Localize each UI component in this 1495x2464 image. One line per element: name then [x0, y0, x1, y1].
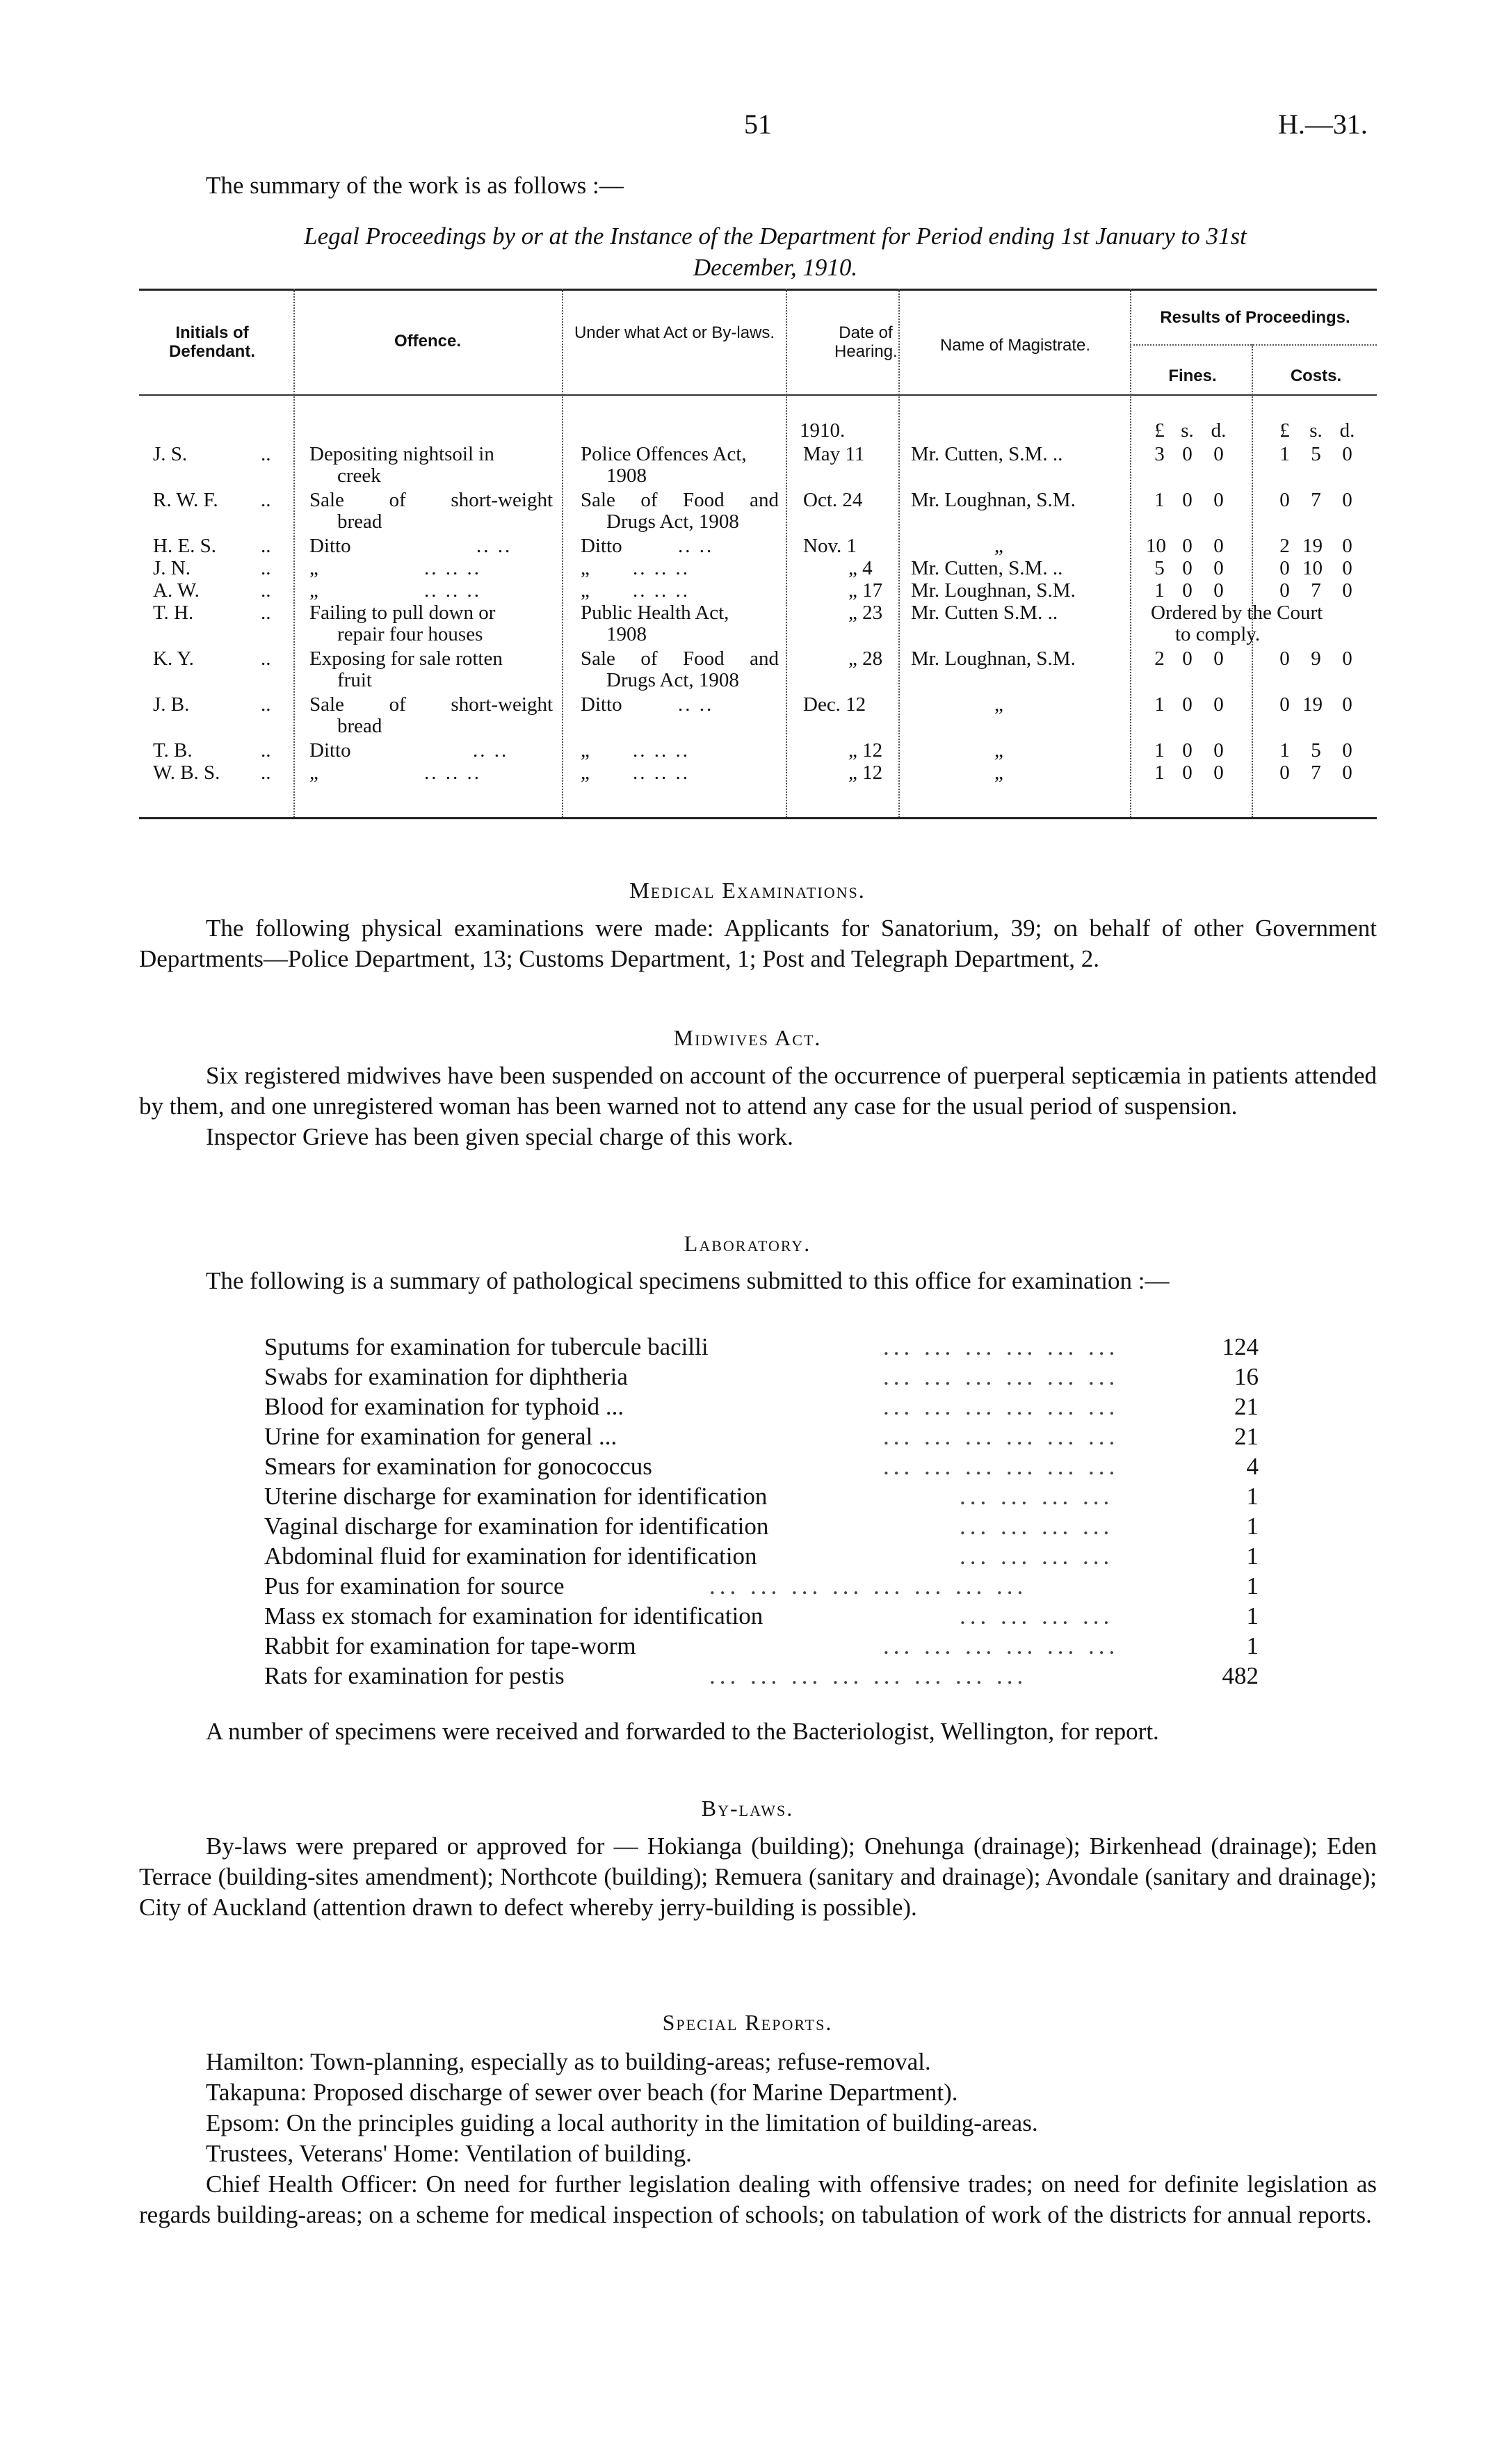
cost-pounds: 0: [1279, 557, 1290, 579]
date-cell: „ 4: [848, 557, 873, 579]
laboratory-intro-paragraph: The following is a summary of pathological specimens submitted to this office for examination :—: [206, 1267, 1170, 1294]
list-item: [264, 1392, 1259, 1422]
initials-dots: ..: [261, 579, 271, 602]
act-dots: .. .. ..: [633, 762, 690, 784]
offence-dots: .. ..: [473, 739, 509, 762]
fine-shillings: 0: [1182, 579, 1193, 602]
special-report-text: Town-planning, especially as to building-areas; refuse-removal.: [310, 2048, 931, 2075]
medical-heading: Medical Examinations.: [629, 878, 866, 903]
magistrate-cell: „: [994, 762, 1003, 784]
offence-cell-cont: fruit: [337, 669, 372, 691]
initials-dots: ..: [261, 693, 271, 716]
initials-cell: R. W. F.: [153, 489, 218, 511]
offence-cell: „: [309, 579, 318, 602]
offence-cell: Sale of short-weight: [309, 489, 553, 511]
cost-pounds: 2: [1279, 535, 1290, 557]
fine-pounds: 3: [1154, 443, 1165, 465]
cost-pence: 0: [1342, 535, 1352, 557]
date-cell: May 11: [803, 443, 865, 465]
special-report-text: On need for further legislation dealing with offensive trades; on need for definite legislation as regards building-areas; on a scheme for medical inspection of schools; on tabulation of work of the districts for annual reports.: [139, 2171, 1377, 2228]
ordered-note: Ordered by the Court: [1151, 602, 1323, 624]
specimen-name: Swabs for examination for diphtheria: [264, 1363, 628, 1390]
cost-shillings: 7: [1311, 762, 1321, 784]
fine-pounds: 10: [1146, 535, 1166, 557]
header-initials: Initials of Defendant.: [168, 323, 255, 361]
offence-cell-cont: creek: [337, 465, 381, 487]
cost-shillings: 7: [1311, 579, 1321, 602]
laboratory-footer-paragraph: A number of specimens were received and forwarded to the Bacteriologist, Wellington, for report.: [206, 1718, 1159, 1745]
pence-header-fines: d.: [1211, 419, 1227, 442]
cost-pounds: 0: [1279, 579, 1290, 602]
fine-pence: 0: [1213, 535, 1224, 557]
act-cell: „: [581, 557, 590, 579]
intro-text: The summary of the work is as follows :—: [206, 172, 624, 199]
specimen-count: 1: [1246, 1483, 1259, 1510]
offence-dots: .. .. ..: [424, 557, 481, 579]
fine-pounds: 5: [1154, 557, 1165, 579]
specimen-list: [264, 1332, 1259, 1691]
fine-shillings: 0: [1182, 489, 1193, 511]
fine-pence: 0: [1213, 647, 1224, 670]
specimen-name: Rabbit for examination for tape-worm: [264, 1632, 636, 1659]
leader-dots: ... ... ... ... ... ...: [883, 1393, 1120, 1420]
fine-shillings: 0: [1182, 535, 1193, 557]
magistrate-cell: Mr. Cutten, S.M. ..: [911, 443, 1063, 465]
specimen-name: Rats for examination for pestis: [264, 1662, 565, 1689]
initials-cell: J. B.: [153, 693, 190, 716]
fine-pounds: 2: [1154, 647, 1165, 670]
special-report-label: Hamilton:: [206, 2048, 305, 2075]
cost-pounds: 1: [1279, 739, 1290, 762]
initials-dots: ..: [261, 557, 271, 579]
table-caption-line2: December, 1910.: [693, 254, 858, 281]
header-results: Results of Proceedings.: [1160, 308, 1350, 327]
act-cell: Ditto: [581, 693, 622, 716]
specimen-name: Mass ex stomach for examination for identification: [264, 1602, 763, 1629]
fine-shillings: 0: [1182, 443, 1193, 465]
magistrate-cell: Mr. Loughnan, S.M.: [911, 489, 1076, 511]
specimen-count: 1: [1246, 1632, 1259, 1659]
act-cell-cont: Drugs Act, 1908: [606, 510, 739, 533]
shilling-header-fines: s.: [1181, 419, 1194, 442]
initials-cell: J. S.: [153, 443, 188, 465]
fine-shillings: 0: [1182, 557, 1193, 579]
magistrate-cell: „: [994, 739, 1003, 762]
special-report-label: Trustees, Veterans' Home:: [206, 2140, 460, 2167]
cost-shillings: 10: [1302, 557, 1323, 579]
list-item: [264, 1332, 1259, 1362]
special-report-text: On the principles guiding a local authority in the limitation of building-areas.: [286, 2109, 1038, 2136]
fine-pounds: 1: [1154, 579, 1165, 602]
header-offence: Offence.: [394, 332, 462, 351]
midwives-paragraph-2: Inspector Grieve has been given special charge of this work.: [206, 1123, 793, 1150]
cost-shillings: 19: [1302, 535, 1323, 557]
act-dots: .. ..: [678, 535, 714, 557]
initials-dots: ..: [261, 739, 271, 762]
cost-pence: 0: [1342, 579, 1352, 602]
list-item: [264, 1422, 1259, 1451]
fine-pounds: 1: [1154, 762, 1165, 784]
list-item: [264, 1571, 1259, 1601]
laboratory-intro: [139, 1266, 1377, 1296]
date-cell: Nov. 1: [803, 535, 857, 557]
list-item: [264, 1481, 1259, 1511]
special-report-label: Takapuna:: [206, 2079, 307, 2106]
fine-pence: 0: [1213, 489, 1224, 511]
act-cell-cont: 1908: [606, 623, 647, 645]
header-act: Under what Act or By-laws.: [574, 323, 775, 342]
legal-proceedings-table: [139, 289, 1377, 821]
pence-header-costs: d.: [1339, 419, 1355, 442]
date-cell: Dec. 12: [803, 693, 866, 716]
list-item: [264, 1541, 1259, 1571]
special-reports-list: [139, 2047, 1377, 2230]
header-costs: Costs.: [1290, 367, 1342, 385]
leader-dots: ... ... ... ... ... ...: [883, 1423, 1120, 1450]
cost-pence: 0: [1342, 443, 1352, 465]
offence-dots: .. ..: [476, 535, 512, 557]
initials-cell: W. B. S.: [153, 762, 220, 784]
fine-shillings: 0: [1182, 693, 1193, 716]
act-dots: .. .. ..: [633, 557, 690, 579]
magistrate-cell: Mr. Loughnan, S.M.: [911, 647, 1076, 670]
specimen-name: Urine for examination for general ...: [264, 1423, 617, 1450]
specimen-count: 16: [1234, 1363, 1259, 1390]
list-item: [264, 1362, 1259, 1392]
specimen-name: Smears for examination for gonococcus: [264, 1453, 652, 1480]
cost-pence: 0: [1342, 762, 1352, 784]
cost-shillings: 9: [1311, 647, 1321, 670]
cost-pounds: 0: [1279, 647, 1290, 670]
fine-pence: 0: [1213, 443, 1224, 465]
offence-cell: Ditto: [309, 535, 351, 557]
cost-pounds: 1: [1279, 443, 1290, 465]
page-number: 51: [744, 108, 772, 140]
fine-pounds: 1: [1154, 739, 1165, 762]
list-item: [264, 1511, 1259, 1541]
date-cell: Oct. 24: [803, 489, 863, 511]
fine-pence: 0: [1213, 557, 1224, 579]
cost-shillings: 19: [1302, 693, 1323, 716]
medical-paragraph: The following physical examinations were made: Applicants for Sanatorium, 39; on behalf of other Government Departments—Police Department, 13; Customs Department, 1; Post and Telegraph Department, 2.: [139, 915, 1377, 972]
act-cell: Ditto: [581, 535, 622, 557]
special-report-label: Epsom:: [206, 2109, 280, 2136]
page-reference: H.—31.: [1278, 108, 1368, 140]
leader-dots: ... ... ... ...: [960, 1513, 1114, 1540]
list-item: [264, 1451, 1259, 1481]
leader-dots: ... ... ... ... ... ...: [883, 1363, 1120, 1390]
act-cell: Sale of Food and: [581, 489, 779, 511]
act-dots: .. .. ..: [633, 579, 690, 602]
special-report-item: [139, 2108, 1377, 2139]
offence-cell: Ditto: [309, 739, 351, 762]
initials-dots: ..: [261, 535, 271, 557]
initials-cell: K. Y.: [153, 647, 194, 670]
shilling-header-costs: s.: [1309, 419, 1323, 442]
act-cell: Sale of Food and: [581, 647, 779, 670]
specimen-count: 21: [1234, 1393, 1259, 1420]
date-cell: „ 17: [848, 579, 883, 602]
fine-pounds: 1: [1154, 489, 1165, 511]
specimen-name: Uterine discharge for examination for identification: [264, 1483, 768, 1510]
specimen-count: 4: [1246, 1453, 1259, 1480]
midwives-paragraph: Six registered midwives have been suspended on account of the occurrence of puerperal septicæmia in patients attended by them, and one unregistered woman has been warned not to attend any case for the usual period of suspension.: [139, 1062, 1377, 1120]
initials-cell: T. B.: [153, 739, 193, 762]
offence-dots: .. .. ..: [424, 762, 481, 784]
cost-pounds: 0: [1279, 762, 1290, 784]
specimen-count: 1: [1246, 1513, 1259, 1540]
specimen-count: 482: [1222, 1662, 1259, 1689]
leader-dots: ... ... ... ...: [960, 1543, 1114, 1570]
date-cell: „ 12: [848, 739, 883, 762]
cost-shillings: 7: [1311, 489, 1321, 511]
fine-shillings: 0: [1182, 739, 1193, 762]
fine-pence: 0: [1213, 579, 1224, 602]
laboratory-footer: [139, 1716, 1377, 1747]
initials-dots: ..: [261, 762, 271, 784]
specimen-count: 1: [1246, 1602, 1259, 1629]
midwives-text: [139, 1061, 1377, 1152]
specimen-name: Blood for examination for typhoid ...: [264, 1393, 624, 1420]
special-report-item: [139, 2047, 1377, 2077]
pound-header-costs: £: [1279, 419, 1290, 442]
fine-pence: 0: [1213, 739, 1224, 762]
act-dots: .. .. ..: [633, 739, 690, 762]
magistrate-cell: „: [994, 693, 1003, 716]
specimen-name: Pus for examination for source: [264, 1572, 565, 1600]
magistrate-cell: Mr. Cutten S.M. ..: [911, 602, 1058, 624]
laboratory-heading: Laboratory.: [684, 1231, 811, 1256]
fine-pence: 0: [1213, 693, 1224, 716]
initials-cell: T. H.: [153, 602, 194, 624]
act-cell-cont: 1908: [606, 465, 647, 487]
leader-dots: ... ... ... ... ... ... ... ...: [709, 1572, 1028, 1600]
cost-pence: 0: [1342, 647, 1352, 670]
bylaws-text: [139, 1831, 1377, 1923]
header-fines: Fines.: [1168, 367, 1217, 385]
special-report-text: Proposed discharge of sewer over beach (for Marine Department).: [313, 2079, 958, 2106]
bylaws-paragraph: By-laws were prepared or approved for — Hokianga (building); Onehunga (drainage); Birkenhead (drainage); Eden Terrace (building-sites amendment); Northcote (building); Remuera (sanitary and drainage); Avondale (sanitary and drainage); City of Auckland (attention drawn to defect whereby jerry-building is possible).: [139, 1833, 1377, 1921]
header-magistrate: Name of Magistrate.: [939, 336, 1091, 355]
cost-shillings: 5: [1311, 443, 1321, 465]
offence-cell: Depositing nightsoil in: [309, 443, 494, 465]
initials-dots: ..: [261, 443, 271, 465]
leader-dots: ... ... ... ... ... ... ... ...: [709, 1662, 1028, 1689]
medical-text: [139, 913, 1377, 974]
special-report-text: Ventilation of building.: [465, 2140, 692, 2167]
offence-cell: Exposing for sale rotten: [309, 647, 503, 670]
header-date: Date of Hearing.: [834, 323, 898, 361]
cost-pence: 0: [1342, 557, 1352, 579]
list-item: [264, 1661, 1259, 1691]
specimen-name: Sputums for examination for tubercule bacilli: [264, 1333, 709, 1360]
act-cell: „: [581, 579, 590, 602]
special-reports-heading: Special Reports.: [662, 2010, 833, 2035]
leader-dots: ... ... ... ... ... ...: [883, 1453, 1120, 1480]
leader-dots: ... ... ... ... ... ...: [883, 1632, 1120, 1659]
list-item: [264, 1601, 1259, 1631]
year-label: 1910.: [800, 419, 846, 442]
fine-shillings: 0: [1182, 762, 1193, 784]
leader-dots: ... ... ... ...: [960, 1602, 1114, 1629]
specimen-count: 1: [1246, 1572, 1259, 1600]
midwives-heading: Midwives Act.: [673, 1025, 822, 1050]
offence-dots: .. .. ..: [424, 579, 481, 602]
special-report-item: [139, 2077, 1377, 2108]
table-caption-line1: Legal Proceedings by or at the Instance of the Department for Period ending 1st January to 31st: [304, 223, 1247, 250]
magistrate-cell: „: [994, 535, 1003, 557]
ordered-note-cont: to comply.: [1175, 623, 1261, 645]
initials-dots: ..: [261, 602, 271, 624]
initials-dots: ..: [261, 647, 271, 670]
fine-pounds: 1: [1154, 693, 1165, 716]
offence-cell: Failing to pull down or: [309, 602, 496, 624]
specimen-name: Abdominal fluid for examination for identification: [264, 1543, 757, 1570]
initials-dots: ..: [261, 489, 271, 511]
list-item: [264, 1631, 1259, 1661]
pound-header-fines: £: [1154, 419, 1165, 442]
cost-pence: 0: [1342, 693, 1352, 716]
leader-dots: ... ... ... ...: [960, 1483, 1114, 1510]
act-cell: Public Health Act,: [581, 602, 729, 624]
offence-cell: Sale of short-weight: [309, 693, 553, 716]
special-report-label: Chief Health Officer:: [206, 2171, 418, 2198]
specimen-count: 1: [1246, 1543, 1259, 1570]
offence-cell-cont: bread: [337, 510, 382, 533]
cost-pence: 0: [1342, 489, 1352, 511]
cost-pounds: 0: [1279, 693, 1290, 716]
specimen-name: Vaginal discharge for examination for identification: [264, 1513, 769, 1540]
date-cell: „ 28: [848, 647, 883, 670]
cost-pounds: 0: [1279, 489, 1290, 511]
offence-cell-cont: repair four houses: [337, 623, 483, 645]
act-cell: „: [581, 739, 590, 762]
act-cell-cont: Drugs Act, 1908: [606, 669, 739, 691]
leader-dots: ... ... ... ... ... ...: [883, 1333, 1120, 1360]
special-report-item: [139, 2169, 1377, 2230]
cost-shillings: 5: [1311, 739, 1321, 762]
initials-cell: J. N.: [153, 557, 191, 579]
date-cell: „ 12: [848, 762, 883, 784]
magistrate-cell: Mr. Cutten, S.M. ..: [911, 557, 1063, 579]
act-dots: .. ..: [678, 693, 714, 716]
act-cell: Police Offences Act,: [581, 443, 747, 465]
initials-cell: A. W.: [153, 579, 200, 602]
offence-cell: „: [309, 762, 318, 784]
magistrate-cell: Mr. Loughnan, S.M.: [911, 579, 1076, 602]
specimen-count: 21: [1234, 1423, 1259, 1450]
fine-shillings: 0: [1182, 647, 1193, 670]
specimen-count: 124: [1222, 1333, 1259, 1360]
cost-pence: 0: [1342, 739, 1352, 762]
special-report-item: [139, 2139, 1377, 2169]
offence-cell: „: [309, 557, 318, 579]
fine-pence: 0: [1213, 762, 1224, 784]
offence-cell-cont: bread: [337, 715, 382, 737]
bylaws-heading: By-laws.: [701, 1796, 794, 1821]
date-cell: „ 23: [848, 602, 883, 624]
act-cell: „: [581, 762, 590, 784]
initials-cell: H. E. S.: [153, 535, 217, 557]
